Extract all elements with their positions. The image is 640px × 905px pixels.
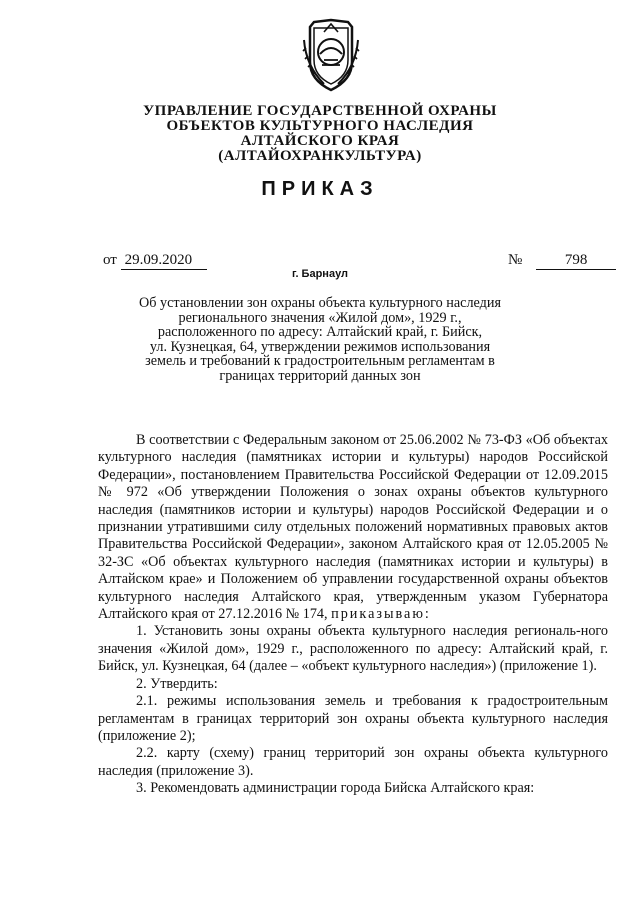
order-word: приказываю:: [331, 606, 431, 623]
subject-line: Об установлении зон охраны объекта культурного наследия: [138, 295, 501, 311]
city: г. Барнаул: [291, 268, 349, 280]
clause-2-1: 2.1. режимы использования земель и требования к градостроительным регламентам в границах территорий зон охраны объекта культурного наследия (приложение 2);: [98, 693, 608, 744]
document-title: ПРИКАЗ: [261, 178, 379, 200]
clause-2: 2. Утвердить:: [136, 675, 218, 692]
coat-of-arms-icon: [300, 18, 362, 94]
document-subject: [120, 296, 520, 383]
document-body: [98, 432, 608, 798]
clause-2-2: 2.2. карту (схему) границ территорий зон охраны объекта культурного наследия (приложение 3).: [98, 745, 608, 779]
clause-1: 1. Установить зоны охраны объекта культурного наследия региональ-ного значения «Жилой дом», 1929 г., расположенного по адресу: Алтайский край, г. Бийск, ул. Кузнецкая, 64 (далее – «объект культурного наследия») (приложение 1).: [98, 623, 608, 675]
issuer-line-2: ОБЪЕКТОВ КУЛЬТУРНОГО НАСЛЕДИЯ: [166, 118, 474, 134]
document-date: 29.09.2020: [121, 252, 207, 270]
document-number: 798: [536, 252, 616, 270]
clause-3: 3. Рекомендовать администрации города Бийска Алтайского края:: [136, 780, 535, 797]
subject-line: границах территорий данных зон: [219, 367, 421, 384]
number-prefix: №: [508, 252, 523, 268]
preamble-paragraph: [98, 432, 608, 623]
issuer-header: [60, 104, 580, 164]
subject-line: земель и требований к градостроительным регламентам в: [145, 353, 495, 369]
date-prefix: от: [103, 252, 117, 268]
issuer-line-1: УПРАВЛЕНИЕ ГОСУДАРСТВЕННОЙ ОХРАНЫ: [143, 103, 497, 119]
issuer-line-4: (АЛТАЙОХРАНКУЛЬТУРА): [218, 148, 422, 164]
subject-line: ул. Кузнецкая, 64, утверждении режимов использования: [149, 338, 491, 355]
preamble-text: В соответствии с Федеральным законом от 25.06.2002 № 73-ФЗ «Об объектах культурного наследия (памятниках истории и культуры) народов Российской Федерации», постановлением Правительства Российской Федерации от 12.09.2015 № 972 «Об утверждении Положения о зонах охраны объектов культурного наследия (памятников истории и культуры) народов Российской Федерации и о признании утратившими силу отдельных положений нормативных правовых актов Правительства Российской Федерации», законом Алтайского края от 12.05.2005 № 32-ЗС «Об объектах культурного наследия (памятниках истории и культуры) в Алтайском крае» и Положением об управлении государственной охраны объектов культурного наследия Алтайского края, утвержденным указом Губернатора Алтайского края от 27.12.2016 № 174,: [98, 432, 608, 623]
subject-line: расположенного по адресу: Алтайский край, г. Бийск,: [157, 324, 483, 340]
subject-line: регионального значения «Жилой дом», 1929 г.,: [178, 309, 462, 326]
issuer-line-3: АЛТАЙСКОГО КРАЯ: [240, 133, 400, 149]
